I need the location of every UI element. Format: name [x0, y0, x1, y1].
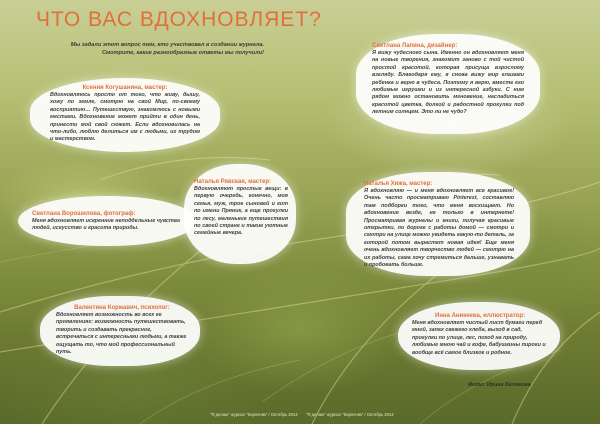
answer-author: Валентина Коржавич, психолог:	[74, 305, 170, 311]
answer-bubble-anikeeva	[398, 302, 560, 370]
answer-text: Я вижу чудесного сына. Именно он вдохновляет меня на новые творения, знакомит заново с той чистой простой красотой, которая присуща взрослому взгляду. Благодаря ему, я снова вижу мир глазами ребенка и верю в чудеса. Поэтому я верю, вместе его любимые игрушки и из интересной азбуки. С ним рядом можно остановить мгновение, насладиться красотой цветка, долгой и радостной прогулки под летним солнцем. Это ли не чудо?	[372, 50, 524, 116]
answer-author: Светлана Лапина, дизайнер:	[372, 43, 458, 49]
answer-text: Меня вдохновляет чистый лист бумаги перед мной, запах свежего хлеба, выход в сад, прогулки по улице, лес, поход на природу, любимые мною чай и кофе, бабушкины пироги и вообще всё самое близкое и родное.	[412, 320, 546, 356]
footer-right: "Я делаю" журнал "Кирпичик" / Октябрь 2014	[306, 412, 394, 417]
answer-text: Вдохновляюсь просто от того, что живу, дышу, хожу по земле, смотрю на свой Мир, по-своему восприятию… Путешествую, знакомлюсь с новыми местами. Вдохновение может прийти в один день, принести мой свой сюжет. Если вдохновилась на что-либо, люблю делиться им с людьми, их трудом и мастерством.	[50, 92, 200, 143]
answer-author: Инна Аникеева, иллюстратор:	[435, 313, 525, 319]
answer-bubble-lapina	[356, 34, 540, 134]
answer-text: Меня вдохновляет искренние неподдельные чувства людей, искусство и красота природы.	[32, 218, 180, 232]
answer-bubble-kogushanina	[30, 78, 220, 152]
answer-text: Я вдохновляю — и меня вдохновляет все красивое! Очень часто просматриваю Pinterest, составляю там подборки того, что меня восхищает. Но вдохновение везде, не только в интернете! Просматривая журналы и книги, получая красивые открытки, по дороге с работы домой — смотри и смотри на улице можно увидеть какую-то деталь, за которой потом вырастет новая идея! Еще меня очень вдохновляет творчество людей — смотрю на их работы, сама хочу стремиться дальше, узнавать и пробовать больше.	[364, 188, 514, 269]
answer-bubble-khizha	[346, 172, 530, 276]
answer-bubble-ryavskaya	[184, 164, 296, 264]
answer-bubble-korzhavich	[40, 296, 200, 366]
answer-author: Светлана Ворошилова, фотограф:	[32, 211, 136, 217]
intro-text: Мы задали этот вопрос тем, кто участвовал в создании журнала. Смотрите, какие разнообразные ответы мы получили!	[70, 42, 264, 56]
answer-author: Ксения Когушанина, мастер:	[82, 85, 168, 91]
photo-credit: Фото: Ирина Белякова	[468, 382, 531, 388]
answer-author: Наталья Хижа, мастер:	[364, 181, 433, 187]
answer-text: Вдохновляет возможность во всех ее проявлениях: возможность путешествовать, творить и создавать прекрасное, встречаться с интересными людьми, а также ощущать то, что мой профессиональный путь.	[56, 312, 187, 356]
answer-author: Наталья Рявская, мастер:	[194, 179, 272, 185]
footer-left: "Я делаю" журнал "Кирпичик" / Октябрь 2014	[210, 412, 298, 417]
answer-text: Вдохновляют простые вещи: в первую очередь, конечно, моя семья, муж, трое сыновей и кот по имени Пряник, а еще прогулки по лесу, маленькие путешествия по своей стране и такие уютные семейные вечера.	[194, 186, 288, 237]
answer-bubble-voroshilova	[18, 196, 196, 246]
page-title: ЧТО ВАС ВДОХНОВЛЯЕТ?	[36, 8, 322, 31]
